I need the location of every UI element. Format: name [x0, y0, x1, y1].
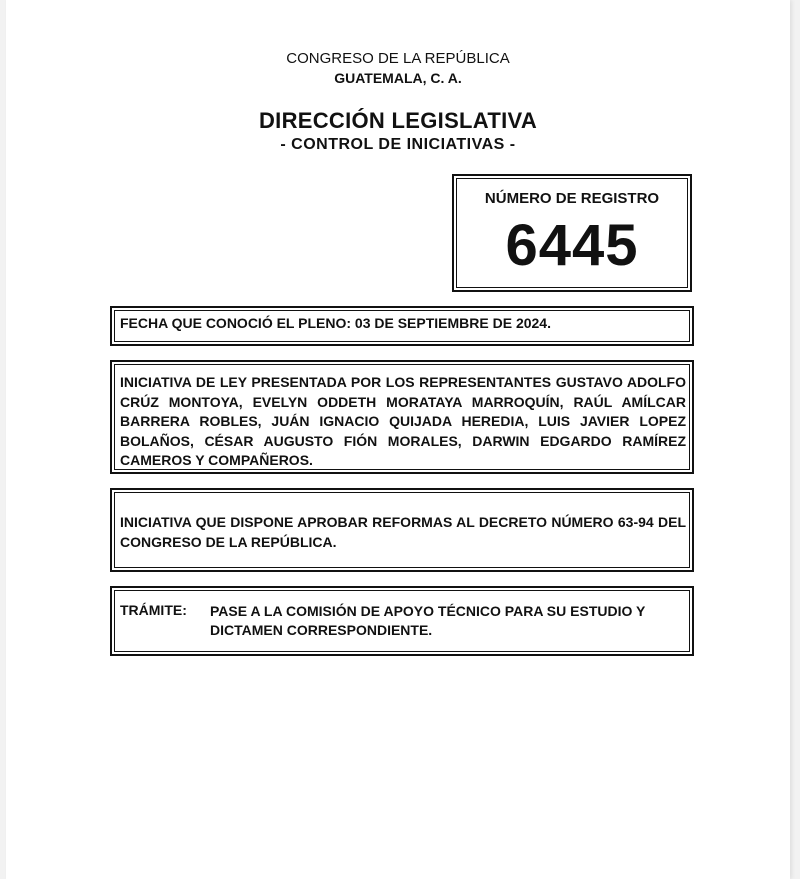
- tramite-text: PASE A LA COMISIÓN DE APOYO TÉCNICO PARA SU ESTUDIO Y DICTAMEN CORRESPONDIENTE.: [210, 603, 646, 638]
- registro-label: NÚMERO DE REGISTRO: [484, 190, 660, 207]
- tramite-label: TRÁMITE:: [120, 602, 187, 618]
- presentada-text: INICIATIVA DE LEY PRESENTADA POR LOS REPRESENTANTES GUSTAVO ADOLFO CRÚZ MONTOYA, EVELYN ODDETH MORATAYA MARROQUÍN, RAÚL AMÍLCAR BARRERA ROBLES, JUÁN IGNACIO QUIJADA HEREDIA, LUIS JAVIER LOPEZ BOLAÑOS, CÉSAR AUGUSTO FIÓN MORALES, DARWIN EDGARDO RAMÍREZ CAMEROS Y COMPAÑEROS.: [120, 374, 686, 468]
- registro-box: [452, 174, 692, 292]
- institution-name: CONGRESO DE LA REPÚBLICA: [286, 50, 510, 67]
- tramite-box: [110, 586, 694, 656]
- fecha-box: [110, 306, 694, 346]
- fecha-text: FECHA QUE CONOCIÓ EL PLENO: 03 DE SEPTIEMBRE DE 2024.: [120, 315, 551, 331]
- document-page: [6, 0, 790, 879]
- registro-number: 6445: [505, 213, 639, 278]
- dispone-text: INICIATIVA QUE DISPONE APROBAR REFORMAS AL DECRETO NÚMERO 63-94 DEL CONGRESO DE LA REPÚBLICA.: [120, 514, 686, 550]
- section-subtitle: - CONTROL DE INICIATIVAS -: [280, 136, 516, 153]
- country-name: GUATEMALA, C. A.: [334, 70, 462, 86]
- presentada-box: [110, 360, 694, 474]
- department-title: DIRECCIÓN LEGISLATIVA: [258, 108, 538, 133]
- dispone-box: [110, 488, 694, 572]
